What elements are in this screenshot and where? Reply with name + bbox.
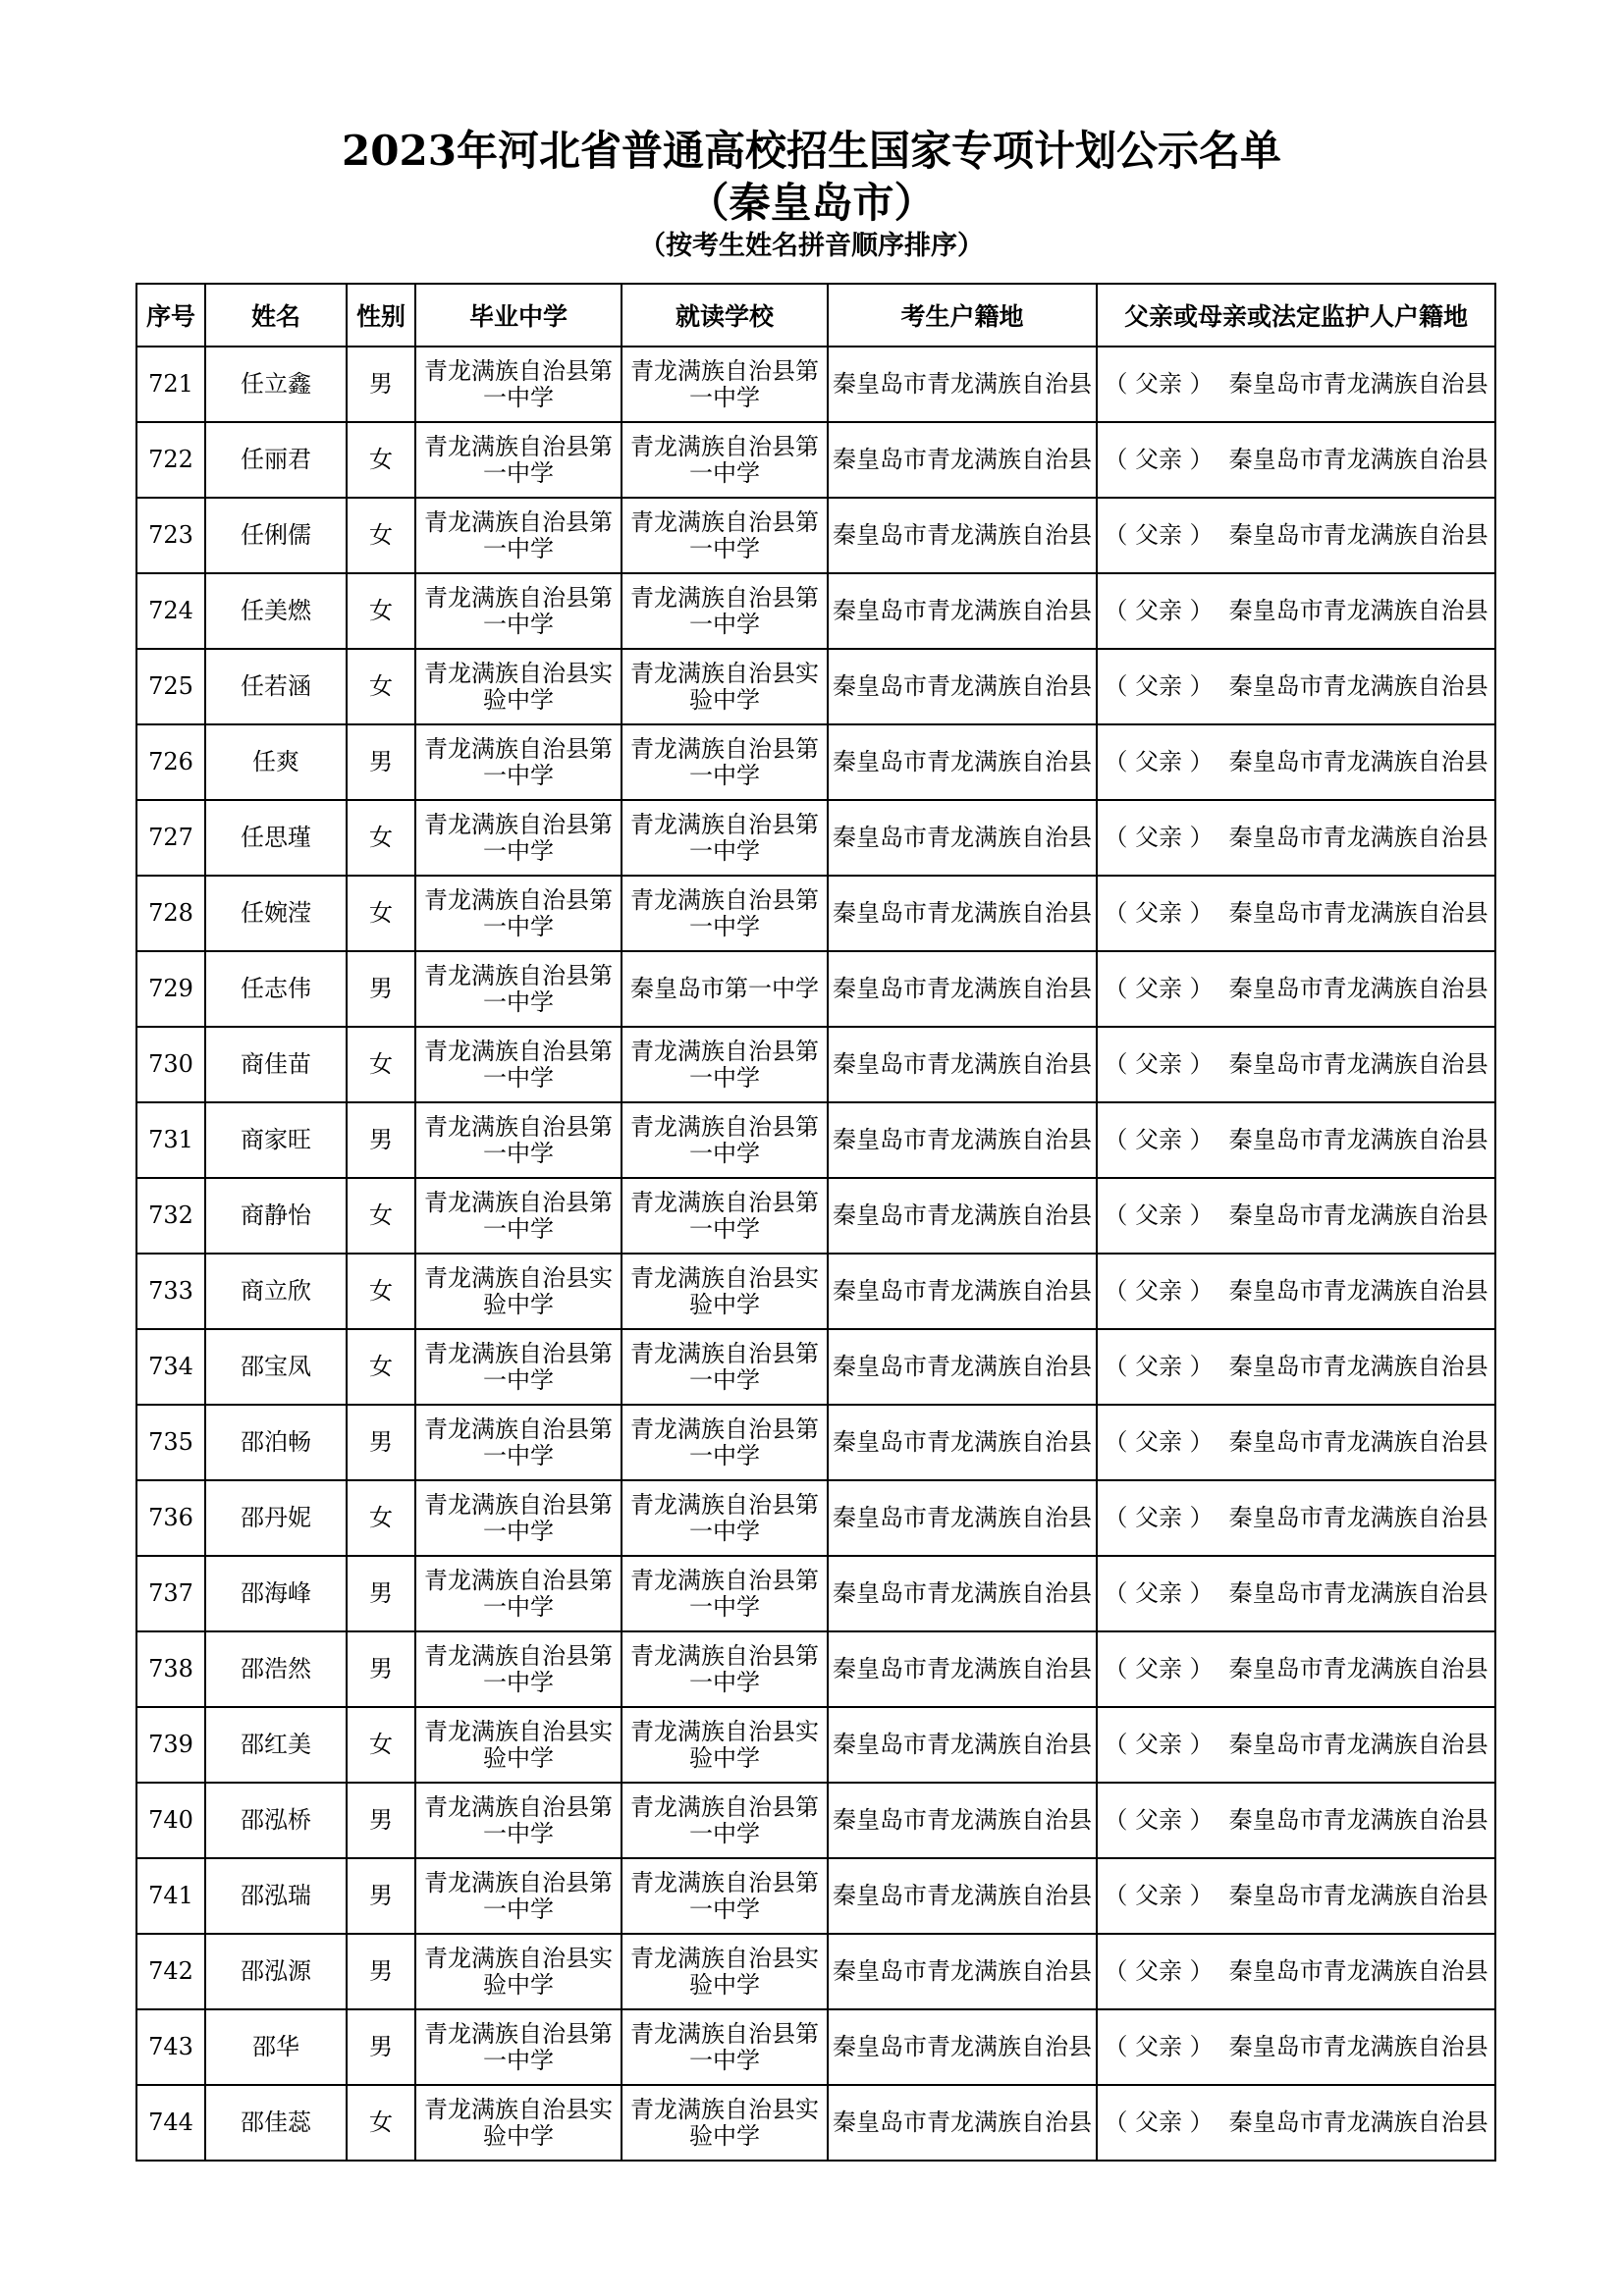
- cell-seq: 741: [136, 1858, 205, 1934]
- header-attend-school: 就读学校: [622, 284, 828, 347]
- cell-name: 邵丹妮: [205, 1480, 347, 1556]
- cell-guardian: [1097, 573, 1495, 649]
- cell-gender: 男: [347, 1556, 415, 1631]
- cell-gender: 女: [347, 1329, 415, 1405]
- table-row: [136, 1556, 1495, 1631]
- table-row: [136, 1027, 1495, 1102]
- guardian-hukou: 秦皇岛市青龙满族自治县: [1228, 672, 1488, 700]
- table-row: [136, 1858, 1495, 1934]
- table-row: [136, 1102, 1495, 1178]
- document-title: 2023年河北省普通高校招生国家专项计划公示名单: [342, 127, 1281, 175]
- guardian-hukou: 秦皇岛市青龙满族自治县: [1228, 1428, 1488, 1456]
- cell-seq: 730: [136, 1027, 205, 1102]
- guardian-hukou: 秦皇岛市青龙满族自治县: [1228, 446, 1488, 473]
- cell-hukou: 秦皇岛市青龙满族自治县: [828, 422, 1097, 498]
- cell-gender: 女: [347, 1254, 415, 1329]
- cell-guardian: [1097, 1027, 1495, 1102]
- cell-attend-school: 青龙满族自治县第一中学: [622, 1405, 828, 1480]
- guardian-hukou: 秦皇岛市青龙满族自治县: [1228, 824, 1488, 851]
- cell-gender: 女: [347, 1027, 415, 1102]
- guardian-hukou: 秦皇岛市青龙满族自治县: [1228, 2033, 1488, 2060]
- header-guardian-hukou: 父亲或母亲或法定监护人户籍地: [1097, 284, 1495, 347]
- cell-guardian: [1097, 1631, 1495, 1707]
- cell-hukou: 秦皇岛市青龙满族自治县: [828, 1858, 1097, 1934]
- cell-name: 任爽: [205, 724, 347, 800]
- guardian-hukou: 秦皇岛市青龙满族自治县: [1228, 1806, 1488, 1834]
- guardian-relation: （ 父亲 ）: [1104, 1050, 1214, 1078]
- cell-name: 邵泓桥: [205, 1783, 347, 1858]
- cell-seq: 739: [136, 1707, 205, 1783]
- cell-guardian: [1097, 422, 1495, 498]
- cell-name: 邵泊畅: [205, 1405, 347, 1480]
- cell-name: 商立欣: [205, 1254, 347, 1329]
- cell-name: 任丽君: [205, 422, 347, 498]
- cell-hukou: 秦皇岛市青龙满族自治县: [828, 1027, 1097, 1102]
- cell-guardian: [1097, 1556, 1495, 1631]
- cell-gender: 男: [347, 1934, 415, 2009]
- guardian-hukou: 秦皇岛市青龙满族自治县: [1228, 1731, 1488, 1758]
- cell-name: 任俐儒: [205, 498, 347, 573]
- cell-seq: 727: [136, 800, 205, 876]
- guardian-relation: （ 父亲 ）: [1104, 975, 1214, 1002]
- cell-name: 商佳苗: [205, 1027, 347, 1102]
- guardian-relation: （ 父亲 ）: [1104, 1731, 1214, 1758]
- table-row: [136, 1329, 1495, 1405]
- cell-hukou: 秦皇岛市青龙满族自治县: [828, 1178, 1097, 1254]
- cell-hukou: 秦皇岛市青龙满族自治县: [828, 1783, 1097, 1858]
- table-row: [136, 724, 1495, 800]
- guardian-hukou: 秦皇岛市青龙满族自治县: [1228, 1353, 1488, 1380]
- cell-attend-school: 秦皇岛市第一中学: [622, 951, 828, 1027]
- guardian-relation: （ 父亲 ）: [1104, 1655, 1214, 1682]
- cell-hukou: 秦皇岛市青龙满族自治县: [828, 1631, 1097, 1707]
- table-row: [136, 573, 1495, 649]
- cell-attend-school: 青龙满族自治县第一中学: [622, 800, 828, 876]
- sort-note: （按考生姓名拼音顺序排序）: [639, 231, 984, 261]
- cell-seq: 744: [136, 2085, 205, 2161]
- cell-guardian: [1097, 951, 1495, 1027]
- cell-name: 邵海峰: [205, 1556, 347, 1631]
- cell-hukou: 秦皇岛市青龙满族自治县: [828, 2009, 1097, 2085]
- cell-grad-school: 青龙满族自治县第一中学: [415, 1480, 622, 1556]
- guardian-hukou: 秦皇岛市青龙满族自治县: [1228, 1126, 1488, 1153]
- guardian-relation: （ 父亲 ）: [1104, 1353, 1214, 1380]
- cell-hukou: 秦皇岛市青龙满族自治县: [828, 498, 1097, 573]
- cell-grad-school: 青龙满族自治县第一中学: [415, 800, 622, 876]
- cell-grad-school: 青龙满族自治县第一中学: [415, 1556, 622, 1631]
- cell-name: 商静怡: [205, 1178, 347, 1254]
- cell-grad-school: 青龙满族自治县第一中学: [415, 1027, 622, 1102]
- cell-gender: 女: [347, 1178, 415, 1254]
- cell-hukou: 秦皇岛市青龙满族自治县: [828, 1102, 1097, 1178]
- cell-gender: 男: [347, 724, 415, 800]
- guardian-relation: （ 父亲 ）: [1104, 1504, 1214, 1531]
- cell-attend-school: 青龙满族自治县第一中学: [622, 2009, 828, 2085]
- guardian-relation: （ 父亲 ）: [1104, 1277, 1214, 1305]
- guardian-relation: （ 父亲 ）: [1104, 446, 1214, 473]
- cell-guardian: [1097, 347, 1495, 422]
- table-row: [136, 951, 1495, 1027]
- guardian-hukou: 秦皇岛市青龙满族自治县: [1228, 521, 1488, 549]
- cell-hukou: 秦皇岛市青龙满族自治县: [828, 800, 1097, 876]
- cell-name: 任若涵: [205, 649, 347, 724]
- cell-gender: 女: [347, 498, 415, 573]
- cell-grad-school: 青龙满族自治县第一中学: [415, 422, 622, 498]
- cell-guardian: [1097, 1329, 1495, 1405]
- table-row: [136, 422, 1495, 498]
- guardian-relation: （ 父亲 ）: [1104, 521, 1214, 549]
- cell-attend-school: 青龙满族自治县实验中学: [622, 2085, 828, 2161]
- cell-hukou: 秦皇岛市青龙满族自治县: [828, 1707, 1097, 1783]
- cell-guardian: [1097, 1405, 1495, 1480]
- guardian-hukou: 秦皇岛市青龙满族自治县: [1228, 1655, 1488, 1682]
- table-row: [136, 649, 1495, 724]
- table-row: [136, 347, 1495, 422]
- document-subtitle: （秦皇岛市）: [687, 179, 936, 227]
- cell-guardian: [1097, 1783, 1495, 1858]
- cell-seq: 737: [136, 1556, 205, 1631]
- cell-name: 邵红美: [205, 1707, 347, 1783]
- cell-grad-school: 青龙满族自治县第一中学: [415, 1405, 622, 1480]
- table-row: [136, 2085, 1495, 2161]
- cell-name: 邵佳蕊: [205, 2085, 347, 2161]
- guardian-hukou: 秦皇岛市青龙满族自治县: [1228, 1882, 1488, 1909]
- cell-guardian: [1097, 1707, 1495, 1783]
- cell-gender: 女: [347, 649, 415, 724]
- cell-seq: 740: [136, 1783, 205, 1858]
- header-name: 姓名: [205, 284, 347, 347]
- cell-guardian: [1097, 800, 1495, 876]
- cell-grad-school: 青龙满族自治县实验中学: [415, 1707, 622, 1783]
- cell-gender: 男: [347, 1783, 415, 1858]
- table-row: [136, 1707, 1495, 1783]
- cell-seq: 725: [136, 649, 205, 724]
- cell-name: 任立鑫: [205, 347, 347, 422]
- cell-hukou: 秦皇岛市青龙满族自治县: [828, 347, 1097, 422]
- cell-grad-school: 青龙满族自治县第一中学: [415, 347, 622, 422]
- cell-guardian: [1097, 876, 1495, 951]
- cell-guardian: [1097, 1254, 1495, 1329]
- cell-grad-school: 青龙满族自治县实验中学: [415, 2085, 622, 2161]
- cell-attend-school: 青龙满族自治县第一中学: [622, 422, 828, 498]
- cell-gender: 女: [347, 1707, 415, 1783]
- cell-grad-school: 青龙满族自治县第一中学: [415, 573, 622, 649]
- table-row: [136, 800, 1495, 876]
- cell-seq: 738: [136, 1631, 205, 1707]
- cell-grad-school: 青龙满族自治县第一中学: [415, 1631, 622, 1707]
- cell-seq: 724: [136, 573, 205, 649]
- cell-attend-school: 青龙满族自治县实验中学: [622, 1934, 828, 2009]
- guardian-hukou: 秦皇岛市青龙满族自治县: [1228, 597, 1488, 624]
- cell-gender: 女: [347, 1480, 415, 1556]
- cell-seq: 732: [136, 1178, 205, 1254]
- cell-grad-school: 青龙满族自治县第一中学: [415, 1329, 622, 1405]
- cell-guardian: [1097, 1858, 1495, 1934]
- guardian-hukou: 秦皇岛市青龙满族自治县: [1228, 899, 1488, 927]
- guardian-relation: （ 父亲 ）: [1104, 1126, 1214, 1153]
- cell-attend-school: 青龙满族自治县第一中学: [622, 1783, 828, 1858]
- guardian-hukou: 秦皇岛市青龙满族自治县: [1228, 1277, 1488, 1305]
- cell-seq: 722: [136, 422, 205, 498]
- cell-gender: 女: [347, 573, 415, 649]
- cell-seq: 735: [136, 1405, 205, 1480]
- cell-seq: 743: [136, 2009, 205, 2085]
- cell-attend-school: 青龙满族自治县第一中学: [622, 347, 828, 422]
- cell-hukou: 秦皇岛市青龙满族自治县: [828, 951, 1097, 1027]
- cell-guardian: [1097, 1480, 1495, 1556]
- cell-hukou: 秦皇岛市青龙满族自治县: [828, 573, 1097, 649]
- cell-grad-school: 青龙满族自治县第一中学: [415, 2009, 622, 2085]
- cell-gender: 男: [347, 1102, 415, 1178]
- table-row: [136, 1934, 1495, 2009]
- guardian-relation: （ 父亲 ）: [1104, 2109, 1214, 2136]
- cell-attend-school: 青龙满族自治县实验中学: [622, 1254, 828, 1329]
- cell-gender: 女: [347, 422, 415, 498]
- cell-attend-school: 青龙满族自治县实验中学: [622, 649, 828, 724]
- cell-grad-school: 青龙满族自治县实验中学: [415, 1934, 622, 2009]
- cell-guardian: [1097, 1102, 1495, 1178]
- cell-attend-school: 青龙满族自治县第一中学: [622, 1858, 828, 1934]
- cell-grad-school: 青龙满族自治县第一中学: [415, 951, 622, 1027]
- cell-grad-school: 青龙满族自治县第一中学: [415, 498, 622, 573]
- guardian-hukou: 秦皇岛市青龙满族自治县: [1228, 2109, 1488, 2136]
- guardian-hukou: 秦皇岛市青龙满族自治县: [1228, 1579, 1488, 1607]
- cell-seq: 733: [136, 1254, 205, 1329]
- cell-name: 任志伟: [205, 951, 347, 1027]
- guardian-relation: （ 父亲 ）: [1104, 370, 1214, 398]
- cell-hukou: 秦皇岛市青龙满族自治县: [828, 876, 1097, 951]
- cell-name: 邵浩然: [205, 1631, 347, 1707]
- table-row: [136, 1480, 1495, 1556]
- cell-hukou: 秦皇岛市青龙满族自治县: [828, 1480, 1097, 1556]
- guardian-hukou: 秦皇岛市青龙满族自治县: [1228, 1201, 1488, 1229]
- cell-grad-school: 青龙满族自治县第一中学: [415, 1178, 622, 1254]
- guardian-relation: （ 父亲 ）: [1104, 1957, 1214, 1985]
- roster-body: [136, 347, 1495, 2161]
- table-row: [136, 1405, 1495, 1480]
- table-row: [136, 1254, 1495, 1329]
- cell-guardian: [1097, 1934, 1495, 2009]
- cell-seq: 721: [136, 347, 205, 422]
- cell-hukou: 秦皇岛市青龙满族自治县: [828, 2085, 1097, 2161]
- cell-hukou: 秦皇岛市青龙满族自治县: [828, 724, 1097, 800]
- cell-grad-school: 青龙满族自治县实验中学: [415, 649, 622, 724]
- cell-name: 任美燃: [205, 573, 347, 649]
- cell-attend-school: 青龙满族自治县第一中学: [622, 498, 828, 573]
- cell-attend-school: 青龙满族自治县第一中学: [622, 876, 828, 951]
- cell-attend-school: 青龙满族自治县实验中学: [622, 1707, 828, 1783]
- guardian-relation: （ 父亲 ）: [1104, 748, 1214, 775]
- cell-attend-school: 青龙满族自治县第一中学: [622, 1480, 828, 1556]
- cell-name: 商家旺: [205, 1102, 347, 1178]
- cell-seq: 728: [136, 876, 205, 951]
- cell-grad-school: 青龙满族自治县实验中学: [415, 1254, 622, 1329]
- guardian-relation: （ 父亲 ）: [1104, 824, 1214, 851]
- roster-table: [135, 283, 1496, 2162]
- cell-gender: 女: [347, 2085, 415, 2161]
- cell-hukou: 秦皇岛市青龙满族自治县: [828, 1556, 1097, 1631]
- cell-guardian: [1097, 724, 1495, 800]
- cell-seq: 729: [136, 951, 205, 1027]
- table-row: [136, 1783, 1495, 1858]
- guardian-relation: （ 父亲 ）: [1104, 1428, 1214, 1456]
- cell-gender: 男: [347, 1858, 415, 1934]
- cell-gender: 男: [347, 1405, 415, 1480]
- cell-attend-school: 青龙满族自治县第一中学: [622, 1102, 828, 1178]
- guardian-relation: （ 父亲 ）: [1104, 2033, 1214, 2060]
- cell-guardian: [1097, 498, 1495, 573]
- table-row: [136, 1178, 1495, 1254]
- header-row: [136, 284, 1495, 347]
- cell-name: 邵宝凤: [205, 1329, 347, 1405]
- cell-grad-school: 青龙满族自治县第一中学: [415, 724, 622, 800]
- cell-hukou: 秦皇岛市青龙满族自治县: [828, 1329, 1097, 1405]
- cell-grad-school: 青龙满族自治县第一中学: [415, 1783, 622, 1858]
- guardian-relation: （ 父亲 ）: [1104, 899, 1214, 927]
- header-gender: 性别: [347, 284, 415, 347]
- cell-seq: 736: [136, 1480, 205, 1556]
- cell-name: 邵泓源: [205, 1934, 347, 2009]
- guardian-relation: （ 父亲 ）: [1104, 597, 1214, 624]
- guardian-relation: （ 父亲 ）: [1104, 1806, 1214, 1834]
- cell-hukou: 秦皇岛市青龙满族自治县: [828, 1934, 1097, 2009]
- cell-seq: 734: [136, 1329, 205, 1405]
- cell-name: 邵华: [205, 2009, 347, 2085]
- cell-grad-school: 青龙满族自治县第一中学: [415, 876, 622, 951]
- cell-seq: 731: [136, 1102, 205, 1178]
- cell-guardian: [1097, 2085, 1495, 2161]
- cell-attend-school: 青龙满族自治县第一中学: [622, 1556, 828, 1631]
- cell-gender: 男: [347, 2009, 415, 2085]
- guardian-hukou: 秦皇岛市青龙满族自治县: [1228, 1957, 1488, 1985]
- table-row: [136, 876, 1495, 951]
- cell-attend-school: 青龙满族自治县第一中学: [622, 1027, 828, 1102]
- guardian-hukou: 秦皇岛市青龙满族自治县: [1228, 370, 1488, 398]
- guardian-relation: （ 父亲 ）: [1104, 1882, 1214, 1909]
- cell-guardian: [1097, 649, 1495, 724]
- header-seq: 序号: [136, 284, 205, 347]
- guardian-hukou: 秦皇岛市青龙满族自治县: [1228, 1050, 1488, 1078]
- cell-attend-school: 青龙满族自治县第一中学: [622, 1178, 828, 1254]
- cell-hukou: 秦皇岛市青龙满族自治县: [828, 1254, 1097, 1329]
- cell-guardian: [1097, 2009, 1495, 2085]
- cell-grad-school: 青龙满族自治县第一中学: [415, 1858, 622, 1934]
- cell-hukou: 秦皇岛市青龙满族自治县: [828, 649, 1097, 724]
- guardian-hukou: 秦皇岛市青龙满族自治县: [1228, 748, 1488, 775]
- table-row: [136, 498, 1495, 573]
- cell-name: 任思瑾: [205, 800, 347, 876]
- guardian-relation: （ 父亲 ）: [1104, 672, 1214, 700]
- header-hukou: 考生户籍地: [828, 284, 1097, 347]
- cell-attend-school: 青龙满族自治县第一中学: [622, 1631, 828, 1707]
- guardian-hukou: 秦皇岛市青龙满族自治县: [1228, 1504, 1488, 1531]
- cell-hukou: 秦皇岛市青龙满族自治县: [828, 1405, 1097, 1480]
- cell-seq: 742: [136, 1934, 205, 2009]
- cell-attend-school: 青龙满族自治县第一中学: [622, 1329, 828, 1405]
- table-row: [136, 1631, 1495, 1707]
- cell-seq: 723: [136, 498, 205, 573]
- guardian-relation: （ 父亲 ）: [1104, 1201, 1214, 1229]
- cell-attend-school: 青龙满族自治县第一中学: [622, 573, 828, 649]
- cell-gender: 男: [347, 347, 415, 422]
- cell-gender: 男: [347, 951, 415, 1027]
- cell-attend-school: 青龙满族自治县第一中学: [622, 724, 828, 800]
- cell-gender: 男: [347, 1631, 415, 1707]
- guardian-hukou: 秦皇岛市青龙满族自治县: [1228, 975, 1488, 1002]
- table-row: [136, 2009, 1495, 2085]
- cell-name: 任婉滢: [205, 876, 347, 951]
- cell-seq: 726: [136, 724, 205, 800]
- cell-grad-school: 青龙满族自治县第一中学: [415, 1102, 622, 1178]
- cell-guardian: [1097, 1178, 1495, 1254]
- guardian-relation: （ 父亲 ）: [1104, 1579, 1214, 1607]
- cell-gender: 女: [347, 876, 415, 951]
- cell-name: 邵泓瑞: [205, 1858, 347, 1934]
- cell-gender: 女: [347, 800, 415, 876]
- header-grad-school: 毕业中学: [415, 284, 622, 347]
